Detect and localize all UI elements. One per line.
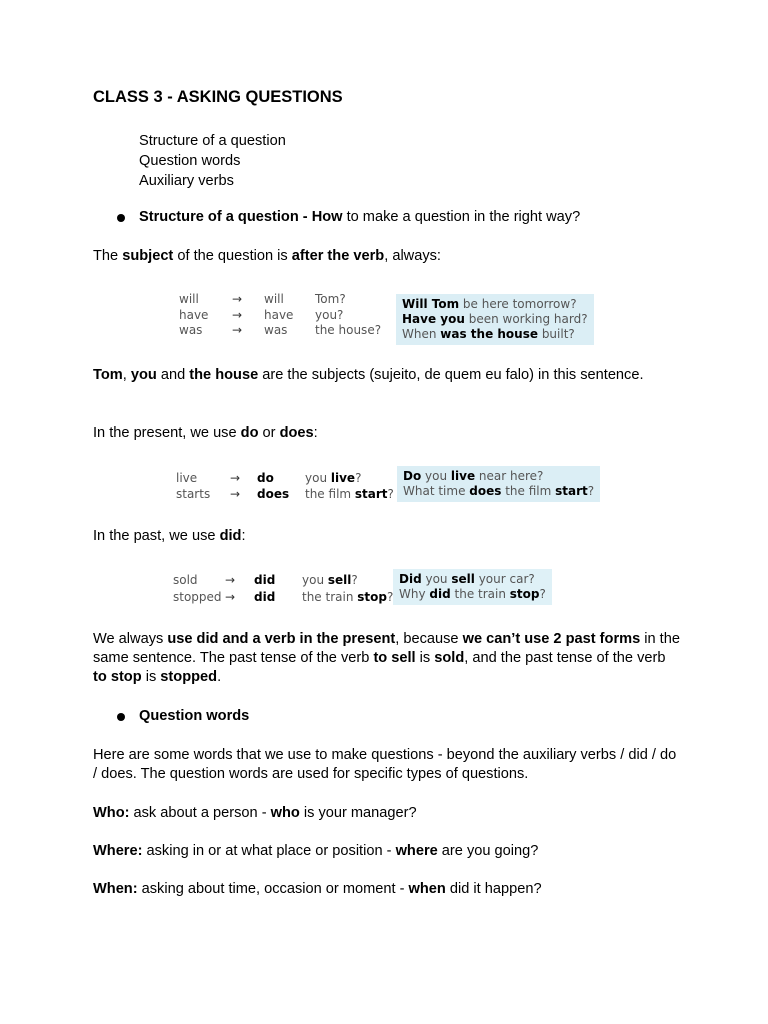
topic-item: Auxiliary verbs [139,173,234,189]
table-cell: the train stop? [302,590,394,604]
table-cell: you sell? [302,573,358,587]
past-rule: In the past, we use did: [93,528,246,544]
arrow-icon: → [225,573,236,587]
where-definition: Where: asking in or at what place or position - where are you going? [93,843,539,859]
table-cell: the house? [315,323,382,337]
table-cell: will [179,292,199,306]
table-cell: stopped [173,590,222,604]
example-box: Did you sell your car? Why did the train stop? [393,569,552,605]
topic-item: Question words [139,153,241,169]
table-cell: you? [315,308,344,322]
when-definition: When: asking about time, occasion or moment - when did it happen? [93,881,542,897]
question-words-intro: Here are some words that we use to make questions - beyond the auxiliary verbs / did / do / does. The question words are used for specific types of questions. [93,747,677,782]
who-definition: Who: ask about a person - who is your manager? [93,805,417,821]
table-cell: have [179,308,209,322]
page-title: CLASS 3 - ASKING QUESTIONS [93,88,343,106]
arrow-icon: → [232,292,243,306]
bullet-icon [117,214,125,222]
arrow-icon: → [232,323,243,337]
table-cell: will [264,292,284,306]
table-cell: sold [173,573,198,587]
table-cell: did [254,573,276,587]
table-cell: did [254,590,276,604]
table-cell: have [264,308,294,322]
arrow-icon: → [232,308,243,322]
bullet-structure: Structure of a question - How to make a question in the right way? [139,209,580,225]
table-cell: the film start? [305,487,394,501]
table-cell: starts [176,487,211,501]
topic-list [139,131,286,191]
subjects-note: Tom, you and the house are the subjects (sujeito, de quem eu falo) in this sentence. [93,367,644,383]
table-cell: do [257,471,274,485]
table-cell: Tom? [315,292,346,306]
table-cell: does [257,487,290,501]
present-rule: In the present, we use do or does: [93,425,318,441]
bullet-icon [117,713,125,721]
arrow-icon: → [225,590,236,604]
table-cell: was [179,323,203,337]
subject-rule: The subject of the question is after the verb, always: [93,248,441,264]
bullet-question-words: Question words [139,708,249,724]
table-cell: you live? [305,471,362,485]
arrow-icon: → [230,471,241,485]
topic-item: Structure of a question [139,133,286,149]
example-box: Will Tom be here tomorrow? Have you been working hard? When was the house built? [396,294,594,345]
past-forms-note: We always use did and a verb in the present, because we can’t use 2 past forms in the same sentence. The past tense of the verb to sell is sold, and the past tense of the verb to stop is stopped. [93,631,680,685]
table-cell: was [264,323,288,337]
table-cell: live [176,471,198,485]
example-box: Do you live near here? What time does the film start? [397,466,600,502]
arrow-icon: → [230,487,241,501]
